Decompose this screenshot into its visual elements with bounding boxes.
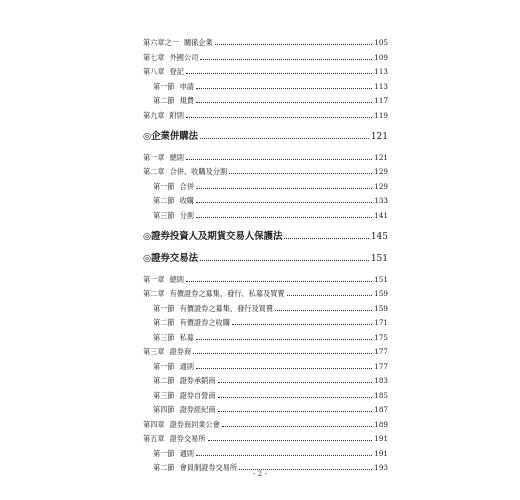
entry-title: 附則 — [169, 111, 184, 120]
entry-title: 證券商同業公會 — [169, 420, 220, 429]
dot-leader — [229, 173, 372, 174]
toc-subsection-entry[interactable] — [153, 363, 388, 370]
entry-number: 第五章 — [143, 434, 165, 443]
entry-title: 申請 — [179, 82, 194, 91]
entry-number: 第二章 — [143, 167, 165, 176]
toc-subsection-entry[interactable] — [153, 183, 388, 190]
dot-leader — [186, 73, 372, 74]
entry-title: 證券商 — [169, 347, 192, 356]
page-ref: 187 — [374, 405, 388, 414]
page-ref: 191 — [374, 434, 388, 443]
entry-number: 第二節 — [153, 318, 175, 327]
dot-leader — [193, 353, 372, 354]
entry-title: 證券自營商 — [179, 391, 216, 400]
entry-title: 總則 — [169, 275, 184, 284]
dot-leader — [232, 324, 372, 325]
toc-subsection-entry[interactable] — [153, 319, 388, 326]
toc-chapter-entry[interactable] — [143, 168, 388, 175]
entry-number: 第四章 — [143, 420, 165, 429]
entry-number: 第三節 — [153, 333, 175, 342]
dot-leader — [200, 59, 372, 60]
toc-chapter-entry[interactable] — [143, 435, 388, 442]
dot-leader — [218, 397, 373, 398]
toc-subsection-entry[interactable] — [153, 406, 388, 413]
toc-section-heading[interactable] — [143, 232, 388, 242]
toc-subsection-entry[interactable] — [153, 392, 388, 399]
page-ref: 141 — [374, 211, 388, 220]
dot-leader — [186, 281, 372, 282]
dot-leader — [284, 238, 368, 239]
dot-leader — [196, 339, 372, 340]
page-ref: 113 — [374, 67, 388, 76]
page-ref: 151 — [374, 275, 388, 284]
page-ref: 177 — [374, 347, 388, 356]
page-ref: 129 — [374, 182, 388, 191]
entry-title: 證券經紀商 — [179, 405, 216, 414]
toc-chapter-entry[interactable] — [143, 54, 388, 61]
page-ref: 191 — [374, 449, 388, 458]
entry-number: 第一節 — [153, 449, 175, 458]
page-ref: 151 — [370, 254, 388, 264]
entry-number: 第七章 — [143, 53, 165, 62]
page-ref: 185 — [374, 391, 388, 400]
toc-chapter-entry[interactable] — [143, 290, 388, 297]
page-ref: 193 — [374, 463, 388, 472]
page-ref: 145 — [370, 232, 388, 242]
page-ref: 159 — [374, 289, 388, 298]
entry-number: 第六章之一 — [143, 38, 179, 47]
toc-subsection-entry[interactable] — [153, 197, 388, 204]
section-title: ◎證券交易法 — [143, 253, 199, 264]
dot-leader — [186, 159, 372, 160]
entry-title: 會員制證券交易所 — [179, 463, 238, 472]
page-ref: 189 — [374, 420, 388, 429]
toc-chapter-entry[interactable] — [143, 276, 388, 283]
dot-leader — [196, 217, 372, 218]
toc-subsection-entry[interactable] — [153, 305, 388, 312]
toc-subsection-entry[interactable] — [153, 334, 388, 341]
entry-number: 第二節 — [153, 96, 175, 105]
entry-number: 第九章 — [143, 111, 165, 120]
entry-title: 合併、收購及分割 — [169, 167, 228, 176]
dot-leader — [196, 202, 372, 203]
page-ref: 175 — [374, 333, 388, 342]
entry-title: 有價證券之募集、發行、私募及買賣 — [169, 289, 285, 298]
entry-number: 第三節 — [153, 391, 175, 400]
dot-leader — [196, 102, 372, 103]
entry-number: 第二節 — [153, 376, 175, 385]
entry-number: 第一章 — [143, 275, 165, 284]
page-ref: 159 — [374, 304, 388, 313]
dot-leader — [218, 382, 373, 383]
entry-number: 第二節 — [153, 196, 175, 205]
dot-leader — [218, 411, 373, 412]
toc-subsection-entry[interactable] — [153, 212, 388, 219]
entry-title: 合併 — [179, 182, 194, 191]
page-ref: 121 — [370, 132, 388, 142]
page-ref: 177 — [374, 362, 388, 371]
entry-number: 第一節 — [153, 362, 175, 371]
entry-number: 第二章 — [143, 289, 165, 298]
entry-number: 第一節 — [153, 182, 175, 191]
entry-number: 第二節 — [153, 463, 175, 472]
dot-leader — [196, 188, 372, 189]
entry-title: 登記 — [169, 67, 184, 76]
toc-chapter-entry[interactable] — [143, 154, 388, 161]
entry-title: 總則 — [169, 153, 184, 162]
entry-number: 第三節 — [153, 211, 175, 220]
page-number: - 2 - — [253, 470, 267, 478]
dot-leader — [215, 44, 373, 45]
entry-title: 分割 — [179, 211, 194, 220]
dot-leader — [196, 455, 372, 456]
section-title: ◎企業併購法 — [143, 131, 199, 142]
page-ref: 129 — [374, 167, 388, 176]
page-ref: 105 — [374, 38, 388, 47]
toc-chapter-entry[interactable] — [143, 348, 388, 355]
toc-subsection-entry[interactable] — [153, 83, 388, 90]
entry-title: 通則 — [179, 362, 194, 371]
toc-chapter-entry[interactable] — [143, 112, 388, 119]
entry-number: 第三章 — [143, 347, 165, 356]
dot-leader — [186, 117, 372, 118]
dot-leader — [287, 295, 373, 296]
entry-number: 第一節 — [153, 304, 175, 313]
toc-section-heading[interactable] — [143, 254, 388, 264]
page-ref: 113 — [374, 82, 388, 91]
page-ref: 183 — [374, 376, 388, 385]
entry-title: 關係企業 — [183, 38, 213, 47]
dot-leader — [196, 368, 372, 369]
section-title: ◎證券投資人及期貨交易人保護法 — [143, 231, 283, 242]
dot-leader — [196, 88, 372, 89]
dot-leader — [275, 310, 372, 311]
toc-chapter-entry[interactable] — [143, 421, 388, 428]
toc-subsection-entry[interactable] — [153, 377, 388, 384]
entry-number: 第四節 — [153, 405, 175, 414]
entry-number: 第一節 — [153, 82, 175, 91]
dot-leader — [222, 426, 372, 427]
entry-number: 第八章 — [143, 67, 165, 76]
page-ref: 133 — [374, 196, 388, 205]
page-ref: 171 — [374, 318, 388, 327]
entry-title: 私募 — [179, 333, 194, 342]
page-ref: 119 — [374, 111, 388, 120]
toc-subsection-entry[interactable] — [153, 97, 388, 104]
entry-title: 有價證券之募集、發行及買賣 — [179, 304, 274, 313]
page-ref: 121 — [374, 153, 388, 162]
entry-number: 第一章 — [143, 153, 165, 162]
toc-chapter-entry[interactable] — [143, 39, 388, 46]
entry-title: 有價證券之收購 — [179, 318, 230, 327]
entry-title: 外國公司 — [169, 53, 199, 62]
entry-title: 規費 — [179, 96, 194, 105]
toc-chapter-entry[interactable] — [143, 68, 388, 75]
toc-section-heading[interactable] — [143, 132, 388, 142]
dot-leader — [200, 260, 369, 261]
entry-title: 通則 — [179, 449, 194, 458]
page-ref: 109 — [374, 53, 388, 62]
entry-title: 收購 — [179, 196, 194, 205]
page-ref: 117 — [374, 96, 388, 105]
entry-title: 證券承銷商 — [179, 376, 216, 385]
dot-leader — [208, 440, 373, 441]
dot-leader — [200, 138, 369, 139]
entry-title: 證券交易所 — [169, 434, 206, 443]
toc-subsection-entry[interactable] — [153, 450, 388, 457]
